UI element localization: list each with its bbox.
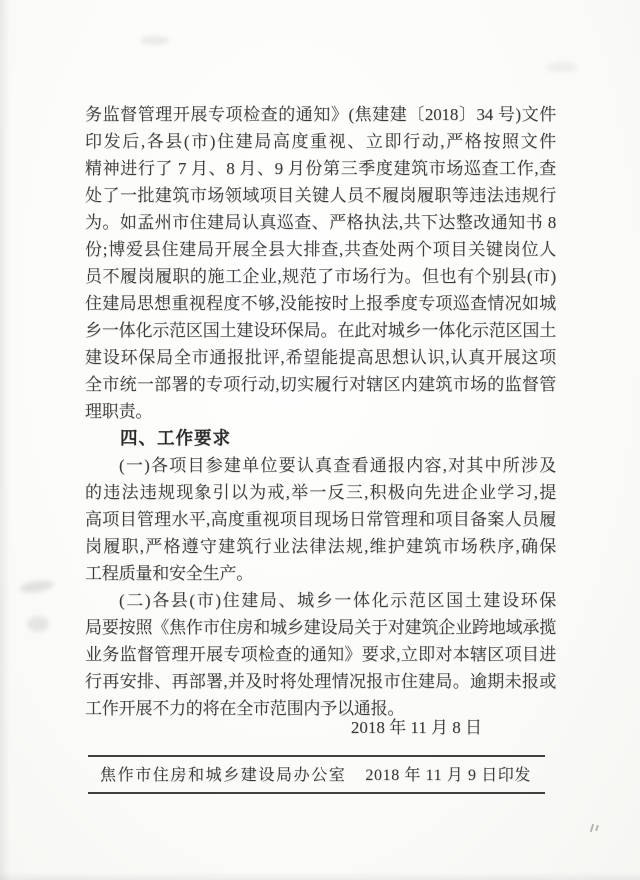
scan-artifact-smudge	[27, 616, 49, 632]
text-line: 行再安排、再部署,并及时将处理情况报市住建局。逾期未报或	[85, 672, 556, 691]
document-body	[85, 101, 556, 722]
text-line: 精神进行了 7 月、8 月、9 月份第三季度建筑市场巡查工作,查	[85, 159, 556, 178]
text-line: 员不履岗履职的施工企业,规范了市场行为。但也有个别县(市)	[85, 267, 556, 286]
scan-edge-shadow-left	[0, 0, 10, 880]
text-line: 高项目管理水平,高度重视项目现场日常管理和项目备案人员履	[85, 510, 556, 529]
text-line: (二)各县(市)住建局、城乡一体化示范区国土建设环保	[119, 591, 556, 610]
print-date: 2018 年 11 月 9 日印发	[365, 767, 531, 784]
text-line: 工作开展不力的将在全市范围内予以通报。	[85, 699, 405, 718]
text-line: 局要按照《焦作市住房和城乡建设局关于对建筑企业跨地域承揽	[85, 618, 556, 637]
text-line: 印发后,各县(市)住建局高度重视、立即行动,严格按照文件	[85, 132, 556, 151]
text-line: 工程质量和安全生产。	[85, 564, 253, 583]
scan-artifact-smudge	[19, 579, 54, 595]
section-heading: 四、工作要求	[120, 428, 231, 448]
text-line: 的违法违规现象引以为戒,举一反三,积极向先进企业学习,提	[85, 483, 556, 502]
text-line: 份;博爱县住建局开展全县大排查,共查处两个项目关键岗位人	[85, 240, 556, 259]
text-line: 为。如孟州市住建局认真巡查、严格执法,共下达整改通知书 8	[85, 213, 556, 232]
issuing-office: 焦作市住房和城乡建设局办公室	[100, 767, 347, 784]
text-line: 乡一体化示范区国土建设环保局。在此对城乡一体化示范区国土	[85, 321, 556, 340]
text-line: 岗履职,严格遵守建筑行业法律法规,维护建筑市场秩序,确保	[85, 537, 556, 556]
text-line: 务监督管理开展专项检查的通知》(焦建建〔2018〕34 号)文件	[85, 105, 556, 124]
paragraph-continued	[85, 101, 556, 425]
scan-artifact-smudge	[546, 62, 578, 72]
paragraph-requirement-1	[85, 452, 556, 587]
scan-edge-shadow-bottom	[0, 872, 640, 880]
text-line: 处了一批建筑市场领域项目关键人员不履岗履职等违法违规行	[85, 186, 556, 205]
document-footer	[88, 755, 545, 794]
text-line: (一)各项目参建单位要认真查看通报内容,对其中所涉及	[119, 456, 556, 475]
scan-artifact-smudge	[140, 36, 170, 45]
text-line: 业务监督管理开展专项检查的通知》要求,立即对本辖区项目进	[85, 645, 556, 664]
text-line: 全市统一部署的专项行动,切实履行对辖区内建筑市场的监督管	[85, 375, 556, 394]
text-line: 建设环保局全市通报批评,希望能提高思想认识,认真开展这项	[85, 348, 556, 367]
text-line: 理职责。	[85, 402, 153, 421]
signature-date: 2018 年 11 月 8 日	[350, 718, 482, 737]
paragraph-requirement-2	[85, 587, 556, 722]
scan-artifact-mark	[589, 824, 601, 836]
text-line: 住建局思想重视程度不够,没能按时上报季度专项巡查情况如城	[85, 294, 556, 313]
